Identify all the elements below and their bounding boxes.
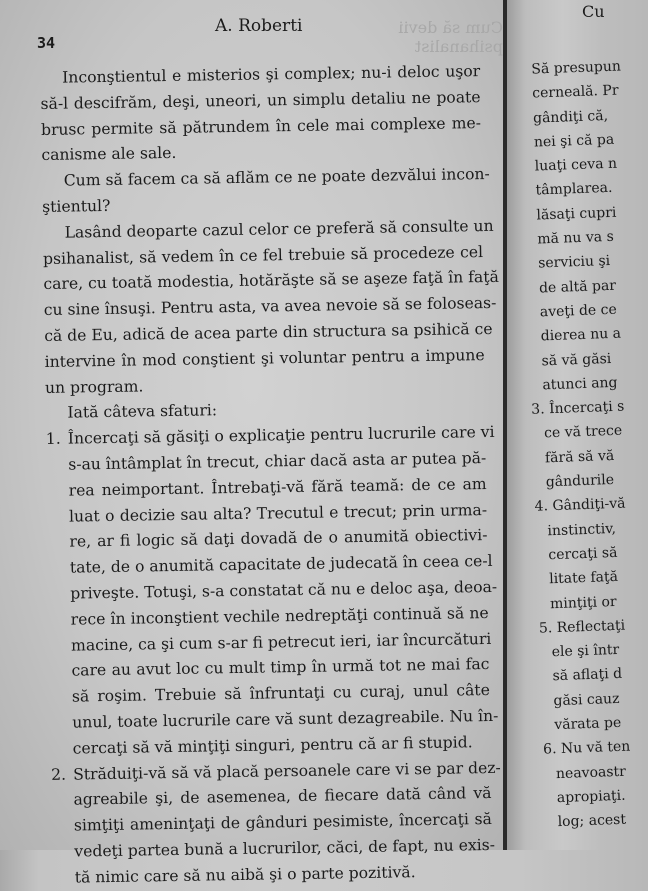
line-text: un program. xyxy=(44,376,144,397)
right-page-line: să aflaţi d xyxy=(552,666,623,685)
line-text: Străduiţi-vă să vă placă persoanele care vi se par dez- xyxy=(72,758,501,784)
body-text xyxy=(40,59,501,891)
right-page-line: cerneală. Pr xyxy=(531,82,619,102)
right-page-line: fără să vă xyxy=(544,447,615,467)
right-page-line: serviciu şi xyxy=(537,253,611,272)
line-text: tate, de o anumită capacitate de judecată în ceea ce-l xyxy=(69,552,493,577)
right-page-line: cercaţi să xyxy=(548,544,618,564)
line-text: să roşim. Trebuie să înfruntaţi cu curaj, unul câte xyxy=(71,681,491,706)
right-page-line: dierea nu a xyxy=(540,325,622,345)
right-page-line: tâmplarea. xyxy=(535,180,613,199)
line-text: intervine în mod conştient şi voluntar pentru a impune xyxy=(44,345,485,371)
line-text: macine, ca şi cum s-ar fi petrecut ieri, iar încurcături xyxy=(70,629,492,655)
right-page-line: nei şi că pa xyxy=(533,131,615,151)
line-text: Cum să facem ca să aflăm ce ne poate dezvălui incon- xyxy=(63,165,490,190)
line-text: Inconştientul e misterios şi complex; nu-i deloc uşor xyxy=(62,62,481,87)
right-page-line: de altă par xyxy=(538,277,617,297)
right-page-line: minţiţi or xyxy=(549,593,617,612)
line-text: rece în inconştient vechile nedreptăţi continuă să ne xyxy=(70,603,489,629)
list-number: 1. xyxy=(45,429,61,449)
line-text: brusc permite să pătrundem în cele mai complexe me- xyxy=(40,113,482,139)
right-page-line: ele şi într xyxy=(551,641,620,661)
line-text: s-au întâmplat în trecut, chiar dacă asta ar putea pă- xyxy=(68,448,487,474)
line-text: că de Eu, adică de acea parte din structura sa psihică ce xyxy=(44,319,493,345)
right-page-line: să vă găsi xyxy=(541,350,612,369)
right-page-line: 5. Reflectaţi xyxy=(538,617,626,637)
right-page-line: aveţi de ce xyxy=(539,301,618,321)
right-page-line: Să presupun xyxy=(531,58,622,78)
right-page-line: gândiţi că, xyxy=(532,107,609,127)
line-text: agreabile şi, de asemenea, de fiecare dată când vă xyxy=(73,784,492,809)
right-page-line: neavoastr xyxy=(555,763,627,782)
line-text: tă nimic care să nu aibă şi o parte pozitivă. xyxy=(74,862,416,887)
show-through-running-head: Cum să devii psihanalist xyxy=(398,18,503,56)
line-text: care, cu toată modestia, hotărăşte să se aşeze faţă în faţă xyxy=(43,268,499,294)
line-text: rea neimportant. Întrebaţi-vă fără teamă: de ce am xyxy=(68,474,487,500)
right-page-line: 4. Gândiţi-vă xyxy=(534,495,626,516)
running-head: A. Roberti xyxy=(215,16,303,36)
right-page-line: litate faţă xyxy=(548,569,619,588)
line-text: psihanalist, să vedem în ce fel trebuie să procedeze cel xyxy=(42,242,484,268)
right-page xyxy=(507,0,631,850)
right-page-line: vărata pe xyxy=(554,714,622,734)
right-page-line: 6. Nu vă ten xyxy=(542,738,631,758)
right-page-line: mă nu va s xyxy=(537,228,615,248)
line-text: simţiţi ameninţaţi de gânduri pesimiste, încercaţi să xyxy=(73,810,493,835)
right-page-text xyxy=(519,54,648,835)
line-text: canisme ale sale. xyxy=(41,144,177,165)
line-text: luat o decizie sau alta? Trecutul e trecut; prin urma- xyxy=(68,500,488,526)
right-page-line: 3. Încercaţi s xyxy=(531,398,625,418)
page-number: 34 xyxy=(37,34,56,52)
right-page-line: instinctiv, xyxy=(547,520,617,539)
right-page-line: apropiaţi. xyxy=(556,787,626,807)
line-text: priveşte. Totuşi, s-a constatat că nu e deloc aşa, deoa- xyxy=(70,577,498,603)
right-page-line: gândurile xyxy=(545,471,615,491)
right-page-line: log; acest xyxy=(557,811,627,831)
list-number: 2. xyxy=(50,765,67,784)
right-page-line: ce vă trece xyxy=(543,423,623,442)
line-text: care au avut loc cu mult timp în urmă tot ne mai fac xyxy=(71,655,490,680)
line-text: să-l descifrăm, deşi, uneori, un simplu detaliu ne poate xyxy=(40,87,481,113)
line-text: vedeţi partea bună a lucrurilor, căci, de fapt, nu exis- xyxy=(74,835,496,861)
line-text: Încercaţi să găsiţi o explicaţie pentru lucrurile care vi xyxy=(67,423,495,448)
line-text: cu sine însuşi. Pentru asta, va avea nevoie să se foloseas- xyxy=(43,294,497,320)
right-page-line: găsi cauz xyxy=(553,690,620,709)
line-text: ştientul? xyxy=(42,196,111,216)
line-text: Iată câteva sfaturi: xyxy=(67,401,218,422)
right-running-head: Cu xyxy=(582,2,605,21)
line-text: cercaţi să vă minţiţi singuri, pentru că ar fi stupid. xyxy=(72,733,473,758)
right-page-line: atunci ang xyxy=(542,374,618,394)
right-page-line: lăsaţi cupri xyxy=(536,204,617,224)
line-text: unul, toate lucrurile care vă sunt dezagreabile. Nu în- xyxy=(72,706,499,732)
line-text: Lasând deoparte cazul celor ce preferă să consulte un xyxy=(64,216,494,242)
line-text: re, ar fi logic să daţi dovadă de o anumită obiectivi- xyxy=(69,526,488,551)
right-page-line: luaţi ceva n xyxy=(534,155,618,175)
